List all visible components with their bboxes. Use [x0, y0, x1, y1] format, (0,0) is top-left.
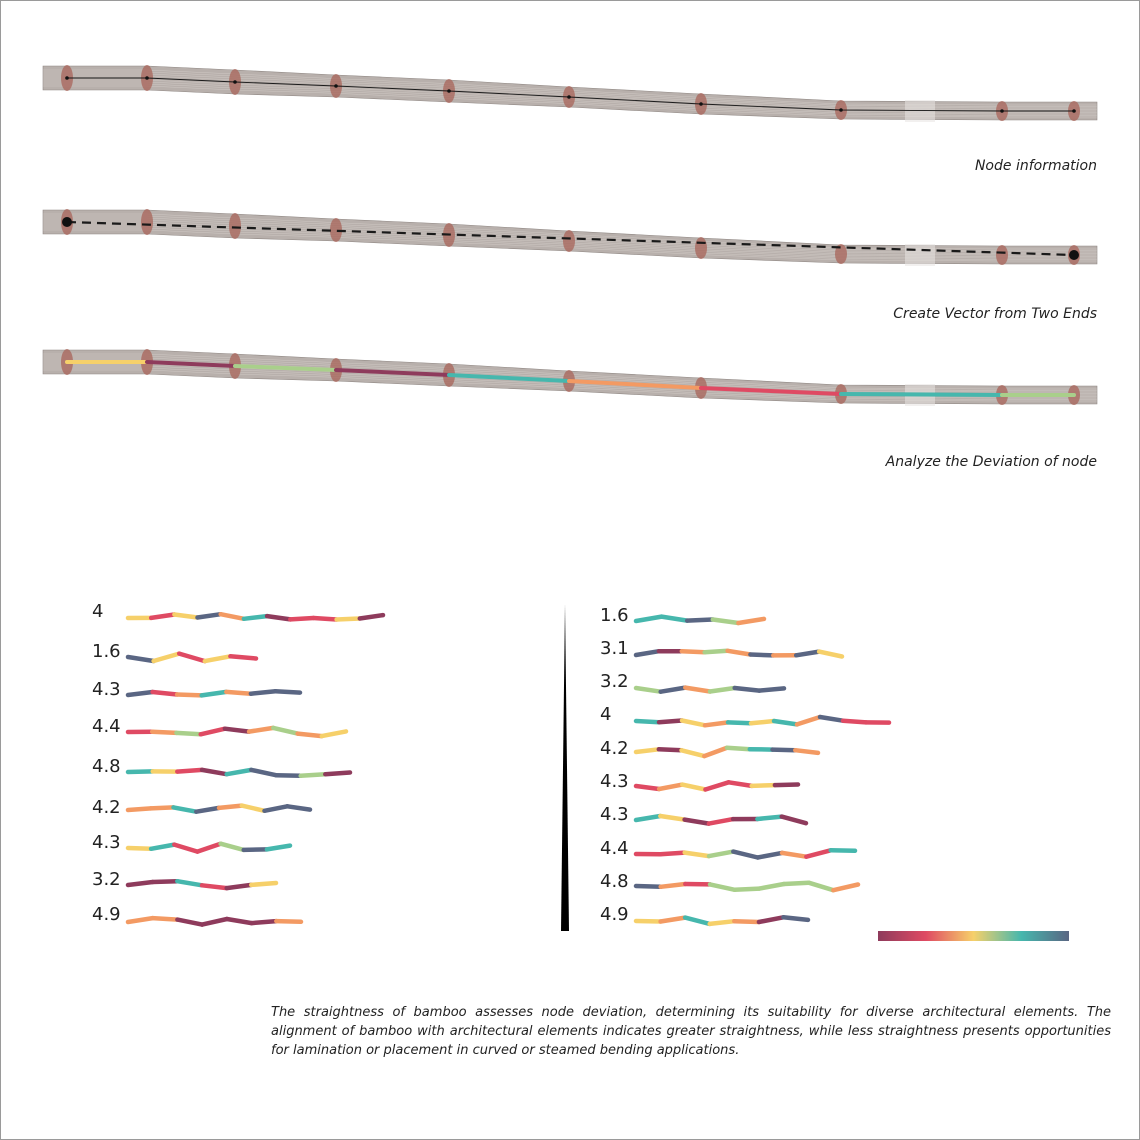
node-center-dot	[839, 108, 843, 112]
deviation-profile-segment	[153, 692, 178, 695]
deviation-profile-segment	[784, 883, 809, 884]
deviation-profile-segment	[709, 819, 733, 824]
node-center-dot	[1072, 109, 1076, 113]
deviation-profile-segment	[151, 615, 174, 618]
deviation-profile-segment	[843, 721, 866, 723]
bamboo-highlight	[905, 244, 935, 266]
deviation-profile-segment	[221, 844, 244, 850]
deviation-profile-segment	[179, 654, 205, 662]
deviation-segment	[841, 394, 1002, 395]
deviation-profile-segment	[727, 748, 750, 749]
deviation-profile-segment	[636, 816, 660, 820]
deviation-profile-segment	[176, 733, 200, 734]
deviation-profile-segment	[128, 692, 153, 695]
deviation-profile-segment	[758, 853, 782, 858]
deviation-profile-segment	[227, 885, 252, 888]
straightness-value: 1.6	[600, 605, 629, 626]
straightness-value: 4.4	[600, 838, 629, 859]
deviation-profile-segment	[661, 688, 686, 692]
deviation-profile-segment	[275, 691, 300, 692]
node-center-dot	[567, 95, 571, 99]
straightness-value: 4.2	[600, 738, 629, 759]
deviation-profile-segment	[128, 882, 153, 885]
deviation-profile-segment	[774, 721, 797, 724]
deviation-profile-segment	[796, 652, 819, 656]
deviation-profile-segment	[267, 846, 290, 850]
caption-analyze-deviation: Analyze the Deviation of node	[885, 454, 1097, 470]
deviation-profile-segment	[661, 884, 686, 887]
deviation-profile-segment	[226, 692, 251, 694]
deviation-profile-segment	[710, 688, 735, 692]
bamboo-node	[695, 237, 707, 259]
deviation-profile-segment	[735, 688, 760, 691]
deviation-profile-segment	[782, 817, 806, 824]
deviation-profile-segment	[252, 921, 277, 923]
deviation-profile-segment	[773, 750, 796, 751]
deviation-profile-segment	[267, 616, 290, 619]
deviation-profile-segment	[728, 722, 751, 723]
deviation-profiles-left	[128, 614, 383, 924]
deviation-profile-segment	[759, 917, 784, 922]
deviation-profile-segment	[177, 881, 202, 885]
straightness-value: 4.8	[600, 871, 629, 892]
node-center-dot	[699, 102, 703, 106]
deviation-profile-segment	[783, 917, 808, 920]
deviation-profile-segment	[128, 657, 154, 661]
straightness-value: 4.3	[600, 771, 629, 792]
deviation-profile-segment	[636, 921, 661, 922]
deviation-profile-segment	[128, 848, 151, 849]
deviation-profile-segment	[797, 717, 820, 724]
deviation-profile-segment	[636, 688, 661, 692]
deviation-profile-segment	[636, 886, 661, 887]
deviation-profile-segment	[152, 732, 176, 733]
deviation-profile-segment	[276, 775, 301, 776]
deviation-profile-segment	[337, 619, 360, 620]
deviation-profile-segment	[177, 920, 202, 925]
deviation-profile-segment	[636, 651, 659, 655]
deviation-profile-segment	[251, 691, 276, 694]
deviation-profile-segment	[219, 806, 242, 808]
deviation-profile-segment	[314, 618, 337, 620]
deviation-profile-segment	[710, 884, 735, 889]
node-center-dot	[65, 76, 69, 80]
deviation-profile-segment	[636, 786, 659, 789]
deviation-profile-segment	[287, 806, 310, 809]
deviation-profile-segment	[151, 807, 174, 808]
deviation-profile-segment	[728, 651, 751, 655]
vector-start-point	[62, 217, 72, 227]
node-center-dot	[1000, 109, 1004, 113]
straightness-value: 4.9	[92, 904, 121, 925]
deviation-profile-segment	[710, 921, 735, 924]
deviation-profile-segment	[202, 919, 227, 925]
deviation-profile-segment	[682, 721, 705, 726]
deviation-profile-segment	[177, 770, 202, 772]
deviation-profile-segment	[682, 651, 705, 652]
deviation-profile-segment	[153, 918, 178, 920]
straightness-value: 4.4	[92, 716, 121, 737]
deviation-profile-segment	[751, 721, 774, 723]
deviation-profile-segment	[685, 820, 709, 824]
deviation-profile-segment	[750, 655, 773, 656]
node-center-dot	[334, 84, 338, 88]
straightness-value: 4.3	[92, 832, 121, 853]
deviation-profile-segment	[198, 614, 221, 617]
deviation-profile-segment	[661, 918, 686, 922]
deviation-profile-segment	[153, 881, 178, 882]
deviation-profile-segment	[660, 816, 684, 820]
bamboo-node	[229, 213, 241, 239]
deviation-profile-segment	[759, 884, 784, 889]
deviation-profile-segment	[177, 695, 202, 696]
deviation-profile-segment	[733, 852, 757, 858]
deviation-profile-segment	[636, 721, 659, 722]
deviation-profile-segment	[201, 729, 225, 735]
deviation-profile-segment	[298, 734, 322, 737]
deviation-profile-segment	[227, 770, 252, 774]
deviation-profile-segment	[795, 750, 818, 753]
deviation-profile-segment	[782, 853, 806, 857]
deviation-profile-segment	[197, 844, 220, 852]
deviation-profile-segment	[174, 845, 197, 852]
caption-node-information: Node information	[974, 158, 1097, 174]
deviation-profile-segment	[820, 717, 843, 721]
bamboo-node	[141, 209, 153, 235]
deviation-profile-segment	[705, 651, 728, 652]
bamboo-vector-two-ends	[43, 209, 1097, 266]
deviation-profile-segment	[225, 729, 249, 732]
deviation-profile-segment	[659, 721, 682, 723]
deviation-profile-segment	[251, 883, 276, 885]
straightness-value: 4.3	[600, 804, 629, 825]
description-text: The straightness of bamboo assesses node deviation, determining its suitability for diverse architectural elements. The alignment of bamboo with architectural elements indicates greater straightness, while less straightness presents opportunities for lamination or placement in curved or steamed bending applications.	[271, 1005, 1111, 1058]
deviation-profile-segment	[276, 921, 301, 922]
deviation-profile-segment	[752, 785, 775, 786]
deviation-profile-segment	[174, 615, 197, 618]
deviation-profile-segment	[202, 692, 227, 696]
deviation-profile-segment	[729, 782, 752, 786]
straightness-value: 4.3	[92, 679, 121, 700]
deviation-profile-segment	[636, 749, 659, 752]
bamboo-node	[563, 230, 575, 252]
straightness-value: 4	[92, 601, 104, 622]
deviation-profile-segment	[734, 921, 759, 922]
deviation-profile-segment	[659, 749, 682, 750]
deviation-profile-segment	[687, 620, 713, 621]
deviation-profile-segment	[128, 808, 151, 810]
deviation-profile-segment	[660, 853, 684, 855]
deviation-profile-segment	[713, 620, 739, 624]
deviation-profile-segment	[174, 807, 197, 811]
deviation-profile-segment	[244, 849, 267, 850]
deviation-profile-segment	[705, 722, 728, 725]
deviation-profile-segment	[682, 785, 705, 790]
deviation-profile-segment	[704, 748, 727, 756]
deviation-profile-segment	[809, 883, 834, 891]
deviation-profile-segment	[128, 771, 153, 772]
deviation-profile-segment	[636, 617, 662, 621]
color-scale-bar	[878, 931, 1069, 941]
deviation-profile-segment	[273, 728, 297, 734]
deviation-profile-segment	[738, 619, 764, 623]
deviation-profile-segment	[662, 617, 688, 621]
deviation-profile-segment	[705, 782, 728, 789]
caption-create-vector: Create Vector from Two Ends	[893, 306, 1097, 322]
deviation-profile-segment	[685, 918, 710, 924]
deviation-profile-segment	[833, 885, 858, 891]
deviation-profile-segment	[230, 656, 256, 658]
deviation-profile-segment	[759, 688, 784, 690]
straightness-value: 4	[600, 704, 612, 725]
deviation-profile-segment	[205, 656, 231, 661]
deviation-profile-segment	[265, 806, 288, 811]
straightness-value: 4.2	[92, 797, 121, 818]
straightness-value: 1.6	[92, 641, 121, 662]
node-center-dot	[233, 80, 237, 84]
deviation-profile-segment	[249, 728, 273, 732]
divider-wedge	[561, 604, 569, 931]
deviation-profile-segment	[659, 785, 682, 789]
deviation-profile-segment	[322, 731, 346, 736]
deviation-profile-segment	[709, 852, 733, 857]
deviation-profile-segment	[128, 918, 153, 922]
straightness-value: 3.1	[600, 638, 629, 659]
deviation-profile-segment	[202, 770, 227, 774]
deviation-profile-segment	[251, 770, 276, 775]
deviation-profile-segment	[196, 808, 219, 812]
straightness-value: 4.9	[600, 904, 629, 925]
deviation-profile-segment	[685, 853, 709, 857]
deviation-profile-segment	[242, 806, 265, 811]
deviation-profile-segment	[202, 885, 227, 888]
deviation-profile-segment	[806, 850, 830, 856]
node-center-dot	[145, 76, 149, 80]
deviation-profile-segment	[735, 889, 760, 890]
deviation-profile-segment	[290, 618, 313, 619]
bamboo-deviation-analysis	[43, 349, 1097, 406]
deviation-profile-segment	[775, 785, 798, 786]
vector-end-point	[1069, 250, 1079, 260]
straightness-value: 3.2	[600, 671, 629, 692]
deviation-profile-segment	[757, 817, 781, 819]
deviation-profile-segment	[819, 652, 842, 657]
deviation-profiles-right	[636, 617, 889, 924]
straightness-value: 3.2	[92, 869, 121, 890]
deviation-profile-segment	[325, 773, 350, 775]
straightness-value: 4.8	[92, 756, 121, 777]
deviation-profile-segment	[227, 919, 252, 923]
deviation-profile-segment	[301, 774, 326, 776]
node-center-dot	[447, 89, 451, 93]
deviation-profile-segment	[154, 654, 180, 661]
deviation-profile-segment	[682, 750, 705, 756]
bamboo-node-information	[43, 65, 1097, 122]
bamboo-node	[996, 245, 1008, 265]
deviation-profile-segment	[221, 614, 244, 619]
deviation-profile-segment	[685, 688, 710, 692]
deviation-profile-segment	[244, 616, 267, 619]
deviation-profile-segment	[151, 845, 174, 849]
deviation-profile-segment	[360, 615, 383, 618]
